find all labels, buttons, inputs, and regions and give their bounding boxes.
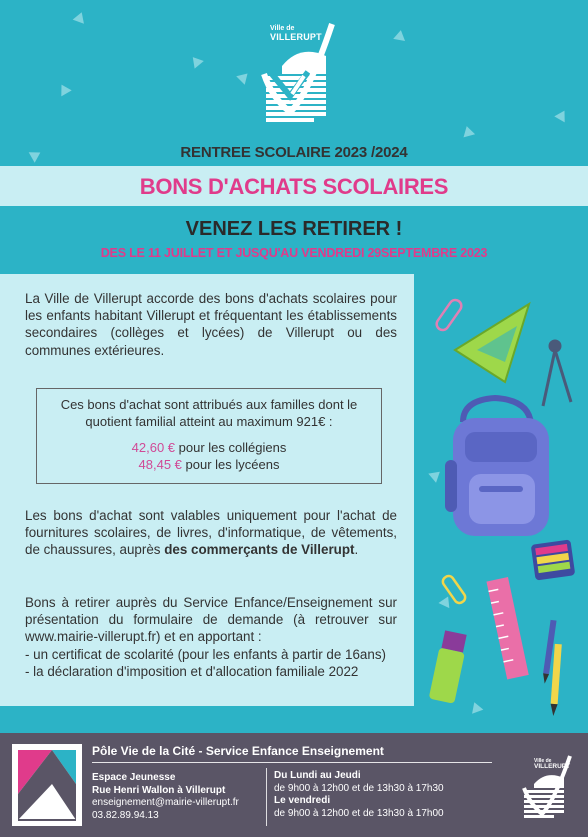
footer-phone[interactable]: 03.82.89.94.13 — [92, 809, 159, 821]
decor-triangle — [393, 29, 407, 41]
footer-heading: Pôle Vie de la Cité - Service Enfance Enseignement — [92, 744, 384, 758]
usage-paragraph — [25, 507, 397, 559]
footer-hours-2: de 9h00 à 12h00 et de 13h30 à 17h00 — [274, 807, 444, 819]
compass-icon — [543, 341, 571, 406]
ruler-icon — [486, 577, 528, 679]
decor-triangle — [56, 82, 71, 97]
decor-triangle — [73, 10, 88, 24]
price-lycee-label: pour les lycéens — [181, 457, 280, 472]
footer-logo-city-prefix: Ville de — [534, 758, 552, 764]
price-lycee — [36, 457, 382, 472]
intro-paragraph: La Ville de Villerupt accorde des bons d'achats scolaires pour les enfants habitant Villerupt et fréquentant les établissements secondaires (collèges et lycées) de Villerupt ou des communes extérieures. — [25, 291, 397, 358]
footer-logo-city-name: VILLERUPT — [534, 763, 571, 770]
footer-place-name: Espace Jeunesse — [92, 772, 176, 783]
price-college-label: pour les collégiens — [175, 440, 287, 455]
required-item-1: - un certificat de scolarité (pour les enfants à partir de 16ans) — [25, 646, 386, 662]
usage-merchants: des commerçants de Villerupt — [164, 542, 355, 558]
price-college-amount: 42,60 € — [131, 440, 176, 455]
decor-triangle — [461, 125, 475, 138]
logo-city-name: VILLERUPT — [270, 32, 322, 42]
footer-contact — [92, 772, 239, 822]
footer-divider — [92, 762, 492, 763]
price-lycee-amount: 48,45 € — [138, 457, 182, 472]
logo-city-prefix: Ville de — [270, 25, 295, 32]
price-college — [36, 440, 382, 455]
date-range: DES LE 11 JUILLET ET JUSQU'AU VENDREDI 29SEPTEMBRE 2023 — [100, 246, 488, 260]
footer-address: Rue Henri Wallon à Villerupt — [92, 784, 226, 796]
notepad-icon — [531, 539, 576, 580]
backpack-icon — [445, 398, 549, 536]
pickup-text: Bons à retirer auprès du Service Enfance/Enseignement sur présentation du formulaire de demande (à retrouver sur www.mairie-villerupt.fr) et en apportant : — [25, 595, 397, 645]
decor-triangle — [236, 69, 252, 85]
decor-triangle — [188, 53, 204, 68]
footer-hours-1: de 9h00 à 12h00 et de 13h30 à 17h30 — [274, 782, 444, 794]
decor-triangle — [554, 108, 569, 123]
footer-column-divider — [266, 768, 267, 826]
school-year-subtitle: RENTREE SCOLAIRE 2023 /2024 — [180, 144, 408, 161]
footer-email[interactable]: enseignement@mairie-villerupt.fr — [92, 797, 239, 808]
pole-vie-cite-logo — [12, 744, 82, 826]
usage-text: Les bons d'achat sont valables uniquement pour l'achat de fournitures scolaires, de livres, d'informatique, de vêtements, de chaussures, auprès — [25, 508, 397, 558]
page-title: BONS D'ACHATS SCOLAIRES — [139, 174, 449, 199]
set-square-icon — [455, 304, 529, 382]
footer-days-1: Du Lundi au Jeudi — [274, 770, 361, 781]
school-supplies-illustration — [425, 290, 585, 730]
usage-end: . — [354, 542, 359, 558]
footer-days-2: Le vendredi — [274, 795, 331, 806]
footer-hours — [274, 770, 444, 820]
paperclip-icon — [441, 574, 467, 605]
headline: VENEZ LES RETIRER ! — [185, 218, 403, 240]
required-item-2: - la déclaration d'imposition et d'allocation familiale 2022 — [25, 663, 359, 679]
eligibility-text: Ces bons d'achat sont attribués aux familles dont le quotient familial atteint au maximum 921€ : — [60, 397, 358, 429]
highlighter-icon — [429, 630, 469, 704]
paperclip-icon — [434, 298, 463, 333]
pickup-paragraph — [25, 594, 397, 680]
